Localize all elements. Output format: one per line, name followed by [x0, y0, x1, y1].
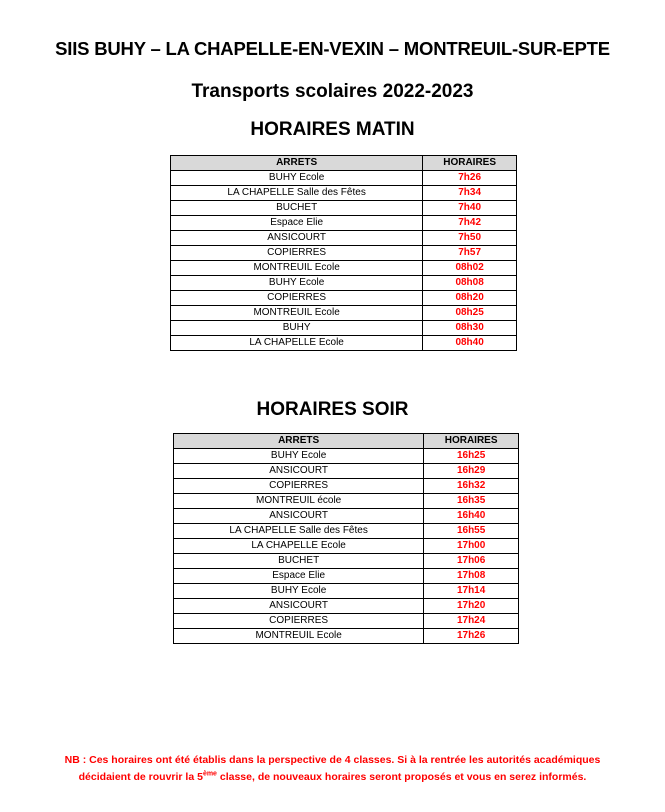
stop-name: LA CHAPELLE Salle des Fêtes	[171, 186, 423, 201]
column-header-stops: ARRETS	[174, 434, 424, 449]
evening-rows	[174, 449, 519, 644]
stop-name: COPIERRES	[171, 246, 423, 261]
stop-name: BUHY	[171, 321, 423, 336]
stop-name: Espace Elie	[171, 216, 423, 231]
table-row	[174, 584, 519, 599]
column-header-stops: ARRETS	[171, 156, 423, 171]
table-row	[174, 464, 519, 479]
table-row	[174, 629, 519, 644]
table-row	[174, 509, 519, 524]
table-row	[174, 494, 519, 509]
table-row	[171, 246, 517, 261]
departure-time: 08h08	[423, 276, 517, 291]
stop-name: LA CHAPELLE Salle des Fêtes	[174, 524, 424, 539]
stop-name: MONTREUIL école	[174, 494, 424, 509]
departure-time: 16h25	[424, 449, 519, 464]
stop-name: ANSICOURT	[174, 599, 424, 614]
departure-time: 17h06	[424, 554, 519, 569]
stop-name: ANSICOURT	[171, 231, 423, 246]
departure-time: 17h20	[424, 599, 519, 614]
evening-heading: HORAIRES SOIR	[256, 399, 409, 420]
table-row	[171, 306, 517, 321]
departure-time: 16h29	[424, 464, 519, 479]
stop-name: COPIERRES	[171, 291, 423, 306]
departure-time: 7h50	[423, 231, 517, 246]
stop-name: MONTREUIL Ecole	[171, 261, 423, 276]
departure-time: 08h25	[423, 306, 517, 321]
table-row	[171, 231, 517, 246]
departure-time: 16h32	[424, 479, 519, 494]
stop-name: Espace Elie	[174, 569, 424, 584]
stop-name: COPIERRES	[174, 614, 424, 629]
table-row	[171, 291, 517, 306]
table-row	[174, 614, 519, 629]
departure-time: 16h55	[424, 524, 519, 539]
table-row	[174, 554, 519, 569]
departure-time: 17h26	[424, 629, 519, 644]
departure-time: 08h30	[423, 321, 517, 336]
departure-time: 7h34	[423, 186, 517, 201]
stop-name: ANSICOURT	[174, 464, 424, 479]
table-header-row	[171, 156, 517, 171]
stop-name: BUHY Ecole	[171, 276, 423, 291]
morning-heading: HORAIRES MATIN	[250, 119, 415, 140]
departure-time: 7h40	[423, 201, 517, 216]
table-row	[171, 201, 517, 216]
table-row	[171, 171, 517, 186]
departure-time: 08h02	[423, 261, 517, 276]
document-title: SIIS BUHY – LA CHAPELLE-EN-VEXIN – MONTREUIL-SUR-EPTE	[55, 38, 610, 59]
departure-time: 08h20	[423, 291, 517, 306]
stop-name: BUHY Ecole	[174, 449, 424, 464]
table-row	[174, 569, 519, 584]
departure-time: 7h26	[423, 171, 517, 186]
footnote-line-2-end: classe, de nouveaux horaires seront proposés et vous en serez informés.	[216, 771, 587, 783]
column-header-times: HORAIRES	[423, 156, 517, 171]
footnote-line-2-start: décidaient de rouvrir la 5	[78, 771, 203, 783]
departure-time: 08h40	[423, 336, 517, 351]
stop-name: MONTREUIL Ecole	[174, 629, 424, 644]
footnote-line-2	[0, 769, 665, 786]
departure-time: 7h57	[423, 246, 517, 261]
stop-name: ANSICOURT	[174, 509, 424, 524]
table-row	[174, 524, 519, 539]
footnote-superscript: ème	[202, 770, 217, 778]
table-row	[174, 599, 519, 614]
table-row	[171, 216, 517, 231]
table-header-row	[174, 434, 519, 449]
table-row	[174, 449, 519, 464]
footnote-line-1: NB : Ces horaires ont été établis dans la perspective de 4 classes. Si à la rentrée les autorités académiques	[64, 754, 601, 766]
departure-time: 17h14	[424, 584, 519, 599]
departure-time: 17h24	[424, 614, 519, 629]
table-row	[171, 276, 517, 291]
footnote	[0, 752, 665, 786]
stop-name: BUHY Ecole	[171, 171, 423, 186]
morning-rows	[171, 171, 517, 351]
evening-schedule-table	[173, 433, 519, 644]
table-row	[174, 479, 519, 494]
stop-name: BUCHET	[171, 201, 423, 216]
stop-name: COPIERRES	[174, 479, 424, 494]
table-row	[171, 186, 517, 201]
table-row	[174, 539, 519, 554]
stop-name: LA CHAPELLE Ecole	[174, 539, 424, 554]
departure-time: 16h35	[424, 494, 519, 509]
table-row	[171, 321, 517, 336]
table-row	[171, 261, 517, 276]
stop-name: LA CHAPELLE Ecole	[171, 336, 423, 351]
stop-name: MONTREUIL Ecole	[171, 306, 423, 321]
column-header-times: HORAIRES	[424, 434, 519, 449]
morning-schedule-table	[170, 155, 517, 351]
stop-name: BUCHET	[174, 554, 424, 569]
departure-time: 17h00	[424, 539, 519, 554]
departure-time: 7h42	[423, 216, 517, 231]
stop-name: BUHY Ecole	[174, 584, 424, 599]
table-row	[171, 336, 517, 351]
document-subtitle: Transports scolaires 2022-2023	[191, 81, 474, 102]
departure-time: 17h08	[424, 569, 519, 584]
departure-time: 16h40	[424, 509, 519, 524]
